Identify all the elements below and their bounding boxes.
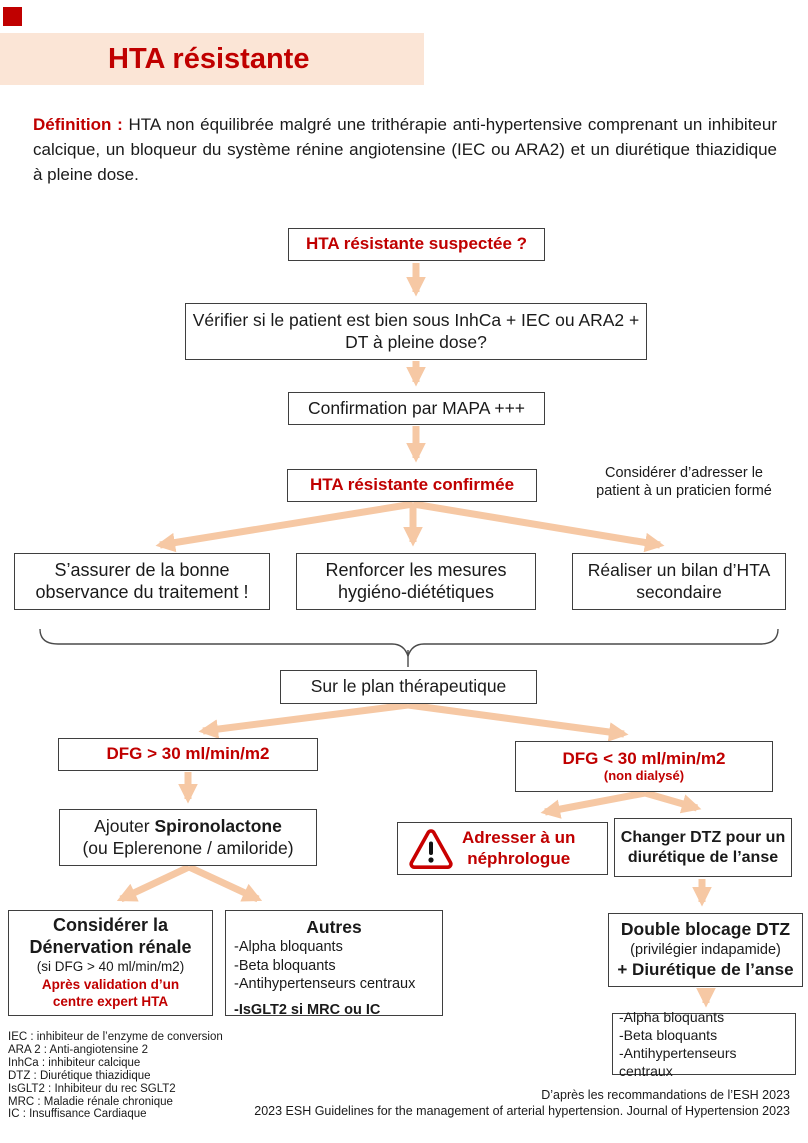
box-line: Vérifier si le patient est bien sous InhCa + IEC ou ARA2 + xyxy=(192,310,640,331)
box-line: (ou Eplerenone / amiloride) xyxy=(82,837,294,858)
box-autres xyxy=(225,910,443,1019)
box-label: DFG > 30 ml/min/m2 xyxy=(106,744,270,764)
list-item: -Beta bloquants xyxy=(619,1026,718,1043)
box-dfg-inf-30 xyxy=(515,741,773,792)
box-label: HTA résistante confirmée xyxy=(309,475,515,495)
arrow-spironolactone-to-autres xyxy=(189,867,258,899)
box-line: S’assurer de la bonne xyxy=(54,559,230,580)
list-item-bold: -IsGLT2 si MRC ou IC xyxy=(234,1002,381,1019)
box-observance xyxy=(14,553,270,610)
box-verify-treatment xyxy=(185,303,647,360)
abbreviations-list xyxy=(8,1031,223,1121)
abbreviation-line: IsGLT2 : Inhibiteur du rec SGLT2 xyxy=(8,1082,176,1095)
box-hta-suspected xyxy=(288,228,545,261)
box-title-line: Dénervation rénale xyxy=(29,936,192,957)
side-note-referral xyxy=(578,464,790,500)
box-title: Autres xyxy=(306,917,362,937)
box-mesures-hygieno xyxy=(296,553,536,610)
box-spironolactone xyxy=(59,809,317,866)
definition-label: Définition : xyxy=(33,115,123,134)
warning-icon xyxy=(408,828,454,870)
box-warning-line: centre expert HTA xyxy=(52,994,169,1010)
reference-line: 2023 ESH Guidelines for the management of arterial hypertension. Journal of Hypertension 2023 xyxy=(254,1104,790,1118)
arrow-confirmed-to-bilan xyxy=(413,504,660,545)
box-label: Sur le plan thérapeutique xyxy=(310,676,507,697)
box-title-line: Considérer la xyxy=(52,915,169,936)
box-title-line: Double blocage DTZ xyxy=(620,919,791,940)
box-line: Renforcer les mesures xyxy=(325,559,507,580)
box-line-bold: + Diurétique de l’anse xyxy=(617,960,794,980)
box-mapa-confirmation xyxy=(288,392,545,425)
abbreviation-line: InhCa : inhibiteur calcique xyxy=(8,1056,141,1069)
arrow-dfg-inf-to-changer xyxy=(645,793,697,808)
reference-line: D’après les recommandations de l’ESH 2023 xyxy=(541,1088,790,1102)
box-line: secondaire xyxy=(636,581,722,602)
box-bilan-hta-secondaire xyxy=(572,553,786,610)
box-warning-line: Après validation d’un xyxy=(41,976,180,992)
definition-text: HTA non équilibrée malgré une trithérapie anti-hypertensive comprenant un inhibiteur calcique, un bloqueur du système rénine angiotensine (IEC ou ARA2) et un diurétique thiazidique à pleine dose. xyxy=(33,115,778,184)
arrow-spironolactone-to-denervation xyxy=(121,867,189,899)
list-item: -Alpha bloquants xyxy=(234,939,343,956)
arrow-dfg-inf-to-nephrologue xyxy=(545,793,645,812)
box-denervation-renale xyxy=(8,910,213,1016)
box-label: Confirmation par MAPA +++ xyxy=(307,397,526,418)
box-line: hygiéno-diététiques xyxy=(337,581,495,602)
list-item: -Alpha bloquants xyxy=(619,1008,725,1025)
box-nephrologue xyxy=(397,822,608,875)
box-line: diurétique de l’anse xyxy=(627,848,779,866)
box-line: néphrologue xyxy=(467,848,571,868)
box-hta-confirmed xyxy=(287,469,537,502)
box-line: Adresser à un xyxy=(462,827,576,847)
abbreviation-line: DTZ : Diurétique thiazidique xyxy=(8,1069,151,1082)
abbreviation-line: ARA 2 : Anti-angiotensine 2 xyxy=(8,1043,149,1056)
list-item: -Beta bloquants xyxy=(234,957,336,974)
abbreviation-line: IC : Insuffisance Cardiaque xyxy=(8,1108,147,1121)
abbreviation-line: IEC : inhibiteur de l’enzyme de conversion xyxy=(8,1031,223,1043)
box-line xyxy=(94,816,282,837)
side-note-line: patient à un praticien formé xyxy=(596,483,772,499)
arrow-plan-to-dfg-inf xyxy=(408,705,624,734)
box-double-blocage xyxy=(608,913,803,987)
arrow-confirmed-to-observance xyxy=(160,504,413,545)
arrow-plan-to-dfg-sup xyxy=(203,705,408,731)
box-line: DT à pleine dose? xyxy=(345,331,487,352)
box-text xyxy=(462,828,575,869)
box-dfg-sup-30 xyxy=(58,738,318,771)
box-changer-dtz xyxy=(614,818,792,877)
group-brace xyxy=(40,629,778,656)
box-line: (si DFG > 40 ml/min/m2) xyxy=(36,959,185,975)
box-autres-anse xyxy=(612,1008,796,1080)
list-item: -Antihypertenseurs centraux xyxy=(234,976,416,993)
side-note-line: Considérer d’adresser le xyxy=(605,465,763,481)
spironolactone-prefix: Ajouter xyxy=(94,816,155,837)
flow-arrows xyxy=(121,263,706,1003)
box-line: observance du traitement ! xyxy=(35,581,249,602)
page-title: HTA résistante xyxy=(108,42,310,75)
list-item: -Antihypertenseurs centraux xyxy=(619,1045,737,1080)
spironolactone-drug: Spironolactone xyxy=(154,816,282,837)
box-sublabel: (non dialysé) xyxy=(603,767,685,783)
abbreviation-line: MRC : Maladie rénale chronique xyxy=(8,1095,173,1108)
references xyxy=(254,1087,790,1119)
box-line: Réaliser un bilan d’HTA xyxy=(587,560,771,581)
box-line: Changer DTZ pour un xyxy=(620,828,786,846)
box-label: HTA résistante suspectée ? xyxy=(305,234,528,254)
box-line: (privilégier indapamide) xyxy=(630,942,781,959)
box-plan-therapeutique xyxy=(280,670,537,704)
box-label: DFG < 30 ml/min/m2 xyxy=(562,749,726,769)
